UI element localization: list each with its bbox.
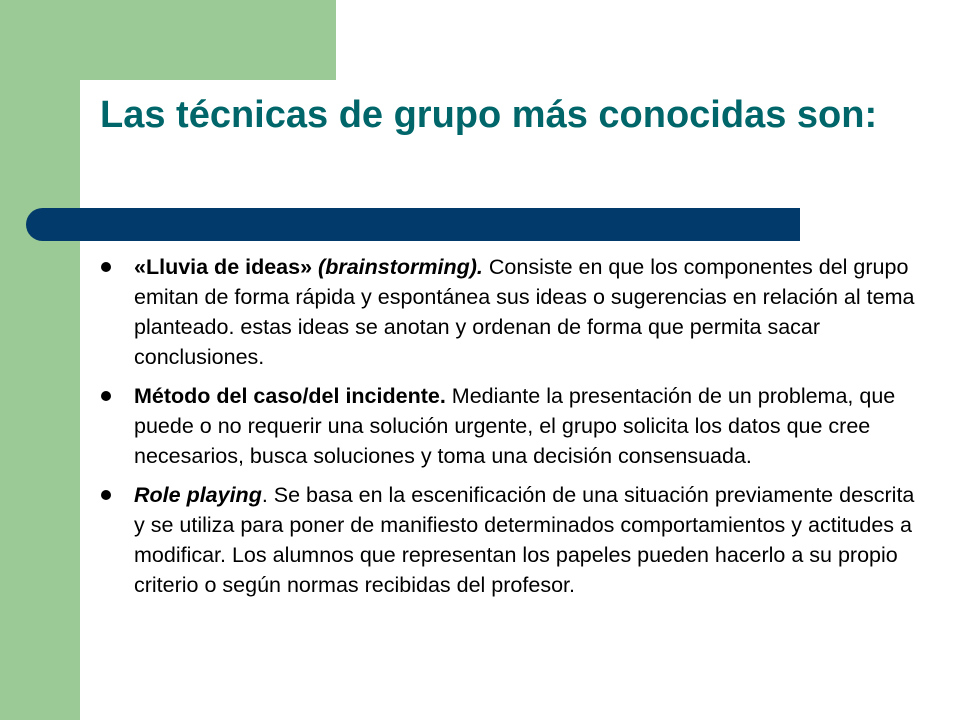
bullet-icon [101,262,111,272]
item-lead-italic: Role playing [134,483,262,507]
item-text: . Se basa en la escenificación de una situación previamente descrita y se utiliza para poner de manifiesto determinados comportamientos y actitudes a modificar. Los alumnos que representan los papeles pueden hacerlo a su propio criterio o según normas recibidas del profesor. [134,483,915,597]
technique-list [100,252,930,609]
bullet-icon [101,391,111,401]
title-divider-bar [26,208,800,241]
list-item-role-playing [100,480,930,600]
item-text: Consiste en que los componentes del grupo emitan de forma rápida y espontánea sus ideas o sugerencias en relación al tema planteado. estas ideas se anotan y ordenan de forma que permita sacar conclusiones. [134,255,915,369]
list-item-case-method [100,381,930,471]
bullet-icon [101,490,111,500]
item-lead-italic: (brainstorming). [318,255,483,279]
item-lead: «Lluvia de ideas» [134,255,313,279]
item-text: Mediante la presentación de un problema, que puede o no requerir una solución urgente, el grupo solicita los datos que cree necesarios, busca soluciones y toma una decisión consensuada. [134,384,896,468]
list-item-brainstorming [100,252,930,372]
sidebar-accent [0,0,80,720]
top-corner-accent [80,0,336,80]
slide-title: Las técnicas de grupo más conocidas son: [100,94,878,136]
item-lead: Método del caso/del incidente. [134,384,446,408]
